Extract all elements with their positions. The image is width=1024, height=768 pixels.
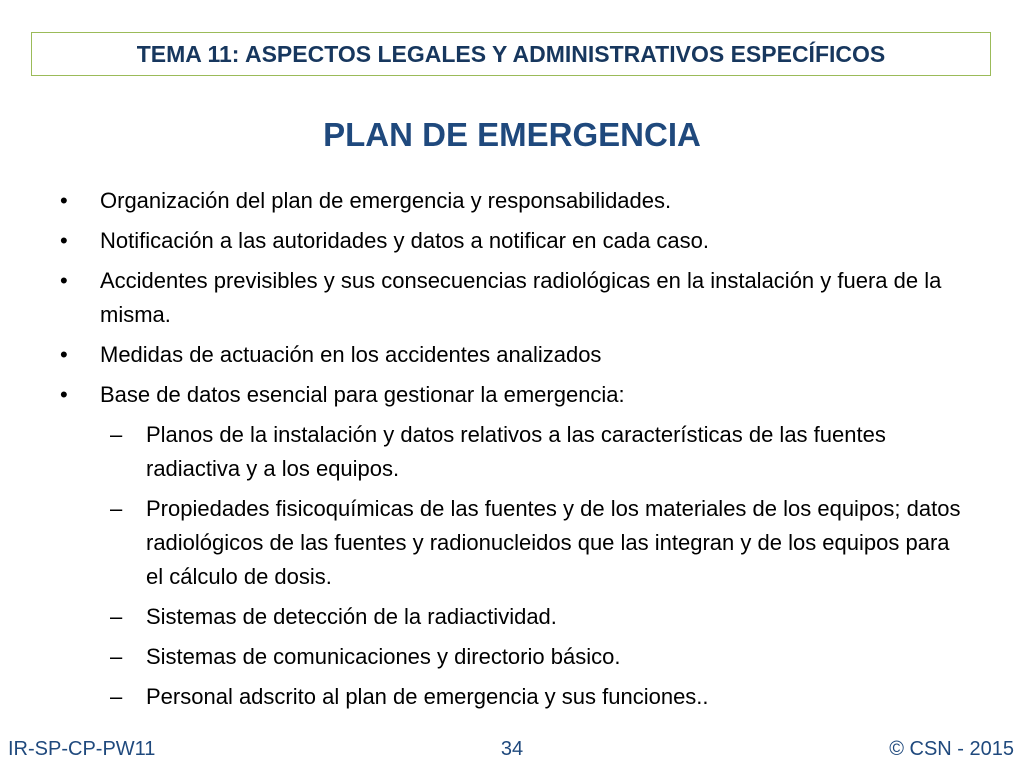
- dash-mark: –: [110, 496, 123, 521]
- bullet-text: Organización del plan de emergencia y responsabilidades.: [100, 188, 672, 213]
- bullet-text: Notificación a las autoridades y datos a notificar en cada caso.: [100, 228, 710, 253]
- footer-document-code: IR-SP-CP-PW11: [8, 738, 156, 760]
- sub-item: [58, 418, 968, 486]
- dash-mark: –: [110, 422, 123, 447]
- bullet-mark: •: [60, 268, 68, 293]
- header-box: [31, 32, 991, 76]
- sub-text: Propiedades fisicoquímicas de las fuentes y de los materiales de los equipos; datos radiológicos de las fuentes y radionucleidos que las integran y de los equipos para el cálculo de dosis.: [146, 496, 961, 589]
- bullet-mark: •: [60, 188, 68, 213]
- sub-item: [58, 680, 968, 714]
- sub-text: Personal adscrito al plan de emergencia y sus funciones..: [146, 684, 709, 709]
- sub-item: [58, 640, 968, 674]
- sub-text: Planos de la instalación y datos relativos a las características de las fuentes radiactiva y a los equipos.: [146, 422, 886, 481]
- bullet-mark: •: [60, 228, 68, 253]
- slide-title: PLAN DE EMERGENCIA: [323, 116, 701, 153]
- sub-item: [58, 600, 968, 634]
- dash-mark: –: [110, 644, 123, 669]
- bullet-text: Base de datos esencial para gestionar la emergencia:: [100, 382, 625, 407]
- sub-text: Sistemas de comunicaciones y directorio básico.: [146, 644, 621, 669]
- bullet-item: [58, 224, 968, 258]
- sub-text: Sistemas de detección de la radiactividad.: [146, 604, 557, 629]
- bullet-item: [58, 264, 968, 332]
- bullet-mark: •: [60, 382, 68, 407]
- dash-mark: –: [110, 684, 123, 709]
- footer-copyright: © CSN - 2015: [889, 738, 1014, 760]
- footer-page-number: 34: [500, 738, 524, 760]
- sub-item: [58, 492, 968, 594]
- bullet-item: [58, 378, 968, 412]
- bullet-mark: •: [60, 342, 68, 367]
- dash-mark: –: [110, 604, 123, 629]
- bullet-text: Medidas de actuación en los accidentes analizados: [100, 342, 602, 367]
- bullet-text: Accidentes previsibles y sus consecuencias radiológicas en la instalación y fuera de la misma.: [100, 268, 942, 327]
- content-list: [58, 184, 968, 720]
- bullet-item: [58, 184, 968, 218]
- bullet-item: [58, 338, 968, 372]
- header-title: TEMA 11: ASPECTOS LEGALES Y ADMINISTRATIVOS ESPECÍFICOS: [136, 40, 886, 67]
